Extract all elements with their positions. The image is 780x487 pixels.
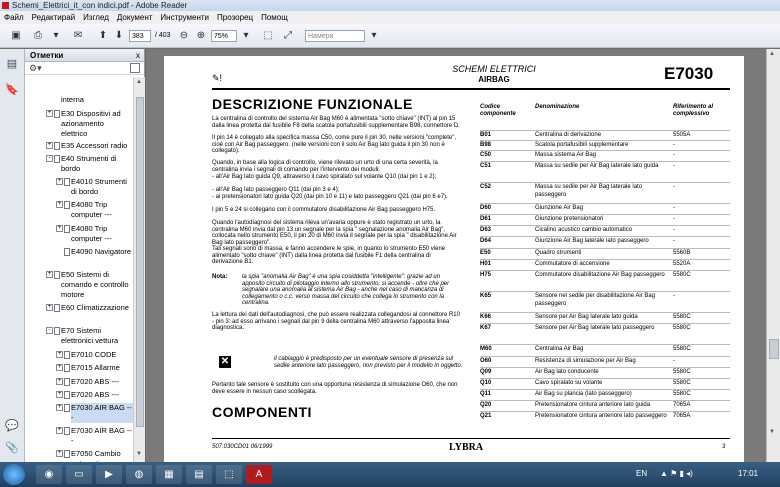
fit-width-icon[interactable]: ⤢ <box>284 30 292 41</box>
paragraph: Quando, in base alla logica di controllo, viene rilevato un urto di una certa severità, la centralina invia i segnali di comando per l'intervento dei moduli: <box>212 160 438 173</box>
bookmarks-header <box>25 49 144 62</box>
menu-help[interactable]: Помощ <box>261 13 288 22</box>
tray-icons[interactable]: ▲ ⚑ ▮ ◂) <box>660 469 693 478</box>
scroll-up-icon[interactable]: ▲ <box>769 51 775 57</box>
app-icon[interactable]: ⬚ <box>216 465 242 484</box>
window-titlebar <box>0 0 780 11</box>
bookmark-item[interactable]: + E50 Sistemi di comando e controllo motore <box>47 270 129 299</box>
page-icon <box>54 110 60 118</box>
zoom-input[interactable] <box>211 30 237 42</box>
page-icon <box>64 178 70 186</box>
menu-bar <box>0 11 780 24</box>
xnote-text: il cablaggio è predisposto per un eventuale sensore di presenza sul sedile anteriore lato passeggero, non previsto per il modello in oggetto. <box>274 356 463 369</box>
paragraph: - all'Air Bag lato passeggero Q11 (dai pin 3 e 4); <box>212 187 340 193</box>
page-icon <box>64 391 70 399</box>
table-row: Q20 Pretensionatore cintura anteriore lato guida 7065A <box>480 400 730 410</box>
menu-view[interactable]: Изглед <box>83 13 109 22</box>
bookmark-item[interactable]: + E7020 ABS --- <box>57 390 119 399</box>
expand-icon[interactable]: + <box>57 404 62 410</box>
bookmark-item[interactable]: E4090 Navigatore <box>71 247 133 257</box>
firefox-icon[interactable]: ◍ <box>126 465 152 484</box>
table-row: Q10 Cavo spiralato su volante 5580C <box>480 378 730 388</box>
paragraph: Quando l'autodiagnosi del sistema rileva un'avaria oppure è stato registrato un urto, la centralina M60 invia dal pin 13 un segnale per la spia " segnalazione anomalia Air Bag", collocata nello strumento E50, il pin 20 di M60 invia il segnale per la spia " disabilitazione Air Bag lato passeggero". <box>212 220 457 246</box>
scroll-up-icon[interactable]: ▲ <box>136 79 142 85</box>
bookmark-tree <box>25 77 135 462</box>
print-icon[interactable]: ⎙ <box>34 30 42 41</box>
column-header-ref: Riferimento al complessivo <box>673 104 714 117</box>
comments-icon[interactable]: 💬 <box>5 420 19 432</box>
bookmark-item[interactable]: + E35 Accessori radio <box>47 141 128 150</box>
paragraph: - ai pretensionatori lato guida Q20 (dai pin 10 e 11) e lato passeggero Q21 (dai pin 6 e7). <box>212 194 448 200</box>
menu-document[interactable]: Документ <box>116 13 153 22</box>
expand-icon[interactable]: + <box>57 225 62 231</box>
page-icon <box>64 364 70 372</box>
expand-icon[interactable]: + <box>57 427 62 433</box>
paragraph: Il pin 14 è collegato alla specifica massa C50, come pure il pin 30, nelle versioni "complete", cioè con Air Bag passeggero. (nelle versioni con il solo Air Bag lato guida il pin 30 non è collegato). <box>212 135 457 154</box>
table-row: D60 Giunzione Air Bag - <box>480 203 730 213</box>
page-icon <box>64 427 70 435</box>
header-title: SCHEMI ELETTRICI <box>452 64 536 74</box>
adobe-reader-icon <box>2 2 9 9</box>
expand-icon[interactable]: + <box>57 178 62 184</box>
warning-pencil-icon: ✎! <box>212 73 223 83</box>
pages-icon[interactable]: ▤ <box>6 58 18 70</box>
footer-code: 507.030CD01 06/1999 <box>212 444 273 450</box>
fit-page-icon[interactable]: ⬚ <box>263 30 273 41</box>
find-dropdown-icon[interactable]: ▾ <box>371 30 377 41</box>
close-panel-button[interactable]: x <box>136 51 140 60</box>
bookmark-item[interactable]: - E40 Strumenti di bordo <box>61 154 131 174</box>
header-rule <box>212 88 730 90</box>
menu-tools[interactable]: Инструменти <box>160 13 210 22</box>
navigation-strip <box>0 49 25 462</box>
table-row: O60 Resistenza di simulazione per Air Bag - <box>480 356 730 366</box>
bookmark-item[interactable]: - E70 Sistemi elettronici vettura <box>61 326 131 346</box>
paragraph: I pin 5 e 24 si collegano con il commutatore disabilitazione Air Bag passeggero H75. <box>212 207 436 213</box>
expand-icon[interactable]: + <box>47 271 52 277</box>
collapse-icon[interactable]: - <box>46 327 53 334</box>
page-icon <box>64 404 70 412</box>
expand-icon[interactable]: + <box>47 304 52 310</box>
bookmark-item[interactable]: + E4080 Trip computer --- <box>57 224 112 243</box>
table-row: C52 Massa su sedile per Air Bag laterale lato passeggero - <box>480 182 730 201</box>
bookmarks-icon[interactable]: 🔖 <box>5 84 19 96</box>
zoom-dropdown-icon[interactable]: ▾ <box>243 30 249 41</box>
table-row: Q11 Air Bag su plancia (lato passeggero) 5580C <box>480 389 730 399</box>
bookmark-item[interactable]: + E4010 Strumenti di bordo <box>57 177 127 196</box>
zoom-in-icon[interactable]: ⊕ <box>196 30 206 41</box>
menu-file[interactable]: Файл <box>4 13 24 22</box>
attachments-icon[interactable]: 📎 <box>5 442 19 454</box>
page-icon <box>54 327 60 335</box>
page-icon <box>64 225 70 233</box>
table-row: K66 Sensore per Air Bag laterale lato guida 5580C <box>480 312 730 322</box>
menu-window[interactable]: Прозорец <box>217 13 254 22</box>
expand-icon[interactable]: + <box>57 450 62 456</box>
browser-icon[interactable]: ◉ <box>36 465 62 484</box>
bookmark-item[interactable]: + E60 Climatizzazione <box>47 303 129 312</box>
bookmark-item[interactable]: + E7030 AIR BAG --- <box>57 426 132 445</box>
options-gear-icon[interactable]: ⚙▾ <box>29 63 42 73</box>
expand-icon[interactable]: + <box>57 364 62 370</box>
column-header-code: Codice componente <box>480 104 516 117</box>
scroll-down-icon[interactable]: ▼ <box>769 429 775 435</box>
header-subtitle: AIRBAG <box>478 75 510 84</box>
cross-box-icon: ✕ <box>220 356 230 367</box>
page-total: / 403 <box>155 32 171 39</box>
collapse-icon[interactable]: - <box>46 155 53 162</box>
page-icon <box>54 142 60 150</box>
expand-icon[interactable]: + <box>47 142 52 148</box>
bookmark-item[interactable]: + E30 Dispositivi ad azionamento elettrico <box>47 109 121 138</box>
expand-icon[interactable]: + <box>57 201 62 207</box>
table-row: D61 Giunzione pretensionatori - <box>480 214 730 224</box>
bookmark-item-selected[interactable]: + E7030 AIR BAG --- <box>57 403 132 422</box>
paragraph: Pertanto tale sensore è sostituito con una opportuna resistenza di simulazione O60, che non deve essere in nessun caso scollegata. <box>212 382 458 395</box>
bookmark-item[interactable]: + E4080 Trip computer --- <box>57 200 112 219</box>
next-page-button[interactable]: ⬇ <box>114 30 124 41</box>
page-icon <box>64 378 70 386</box>
previous-page-button[interactable]: ⬆ <box>98 30 108 41</box>
table-row: H01 Commutatore di accensione 5520A <box>480 259 730 269</box>
scroll-thumb[interactable] <box>769 339 779 359</box>
bookmarks-scrollbar[interactable] <box>133 77 145 462</box>
zoom-out-icon[interactable]: ⊖ <box>179 30 189 41</box>
table-row: E50 Quadro strumenti 5560B <box>480 248 730 258</box>
bookmark-item[interactable]: interna <box>61 95 84 104</box>
window-title: Schemi_Elettrici_it_con indici.pdf - Adobe Reader <box>12 1 188 10</box>
explorer-icon[interactable]: ▭ <box>66 465 92 484</box>
table-row: K67 Sensore per Air Bag laterale lato passeggero 5580C <box>480 323 730 342</box>
paragraph: La lettura dei dati dell'autodiagnosi, che può essere realizzata collegandosi al connettore R10 - pin 3: ad esso arrivano i segnali dal pin 9 della centralina M60 attraverso l'apposita linea diagnostica. <box>212 312 460 331</box>
bookmarks-title: Отметки <box>30 51 64 60</box>
find-input[interactable] <box>305 30 365 42</box>
bookmark-item[interactable]: + E7020 ABS --- <box>57 377 119 386</box>
print-dropdown-icon[interactable]: ▾ <box>53 30 59 41</box>
note-text: la spia "anomalia Air Bag" è una spia cosiddetta "intelligente": grazie ad un apposito circuito di pilotaggio interno allo strumento, si accende - oltre che per segnalare una anomalia al sistema Air Bag - anche nel caso di mancanza di collegamento o c.c. verso massa del circuito che collega lo strumento con la centralina. <box>242 274 450 306</box>
table-row: B01 Centralina di derivazione 5505A <box>480 130 730 140</box>
paragraph: - all'Air Bag lato guida Q9, attraverso il cavo spiralato sul volante Q10 (dai pin 1 e 2); <box>212 174 437 180</box>
page-icon <box>54 271 60 279</box>
adobe-reader-icon[interactable]: A <box>246 465 272 484</box>
language-indicator[interactable]: EN <box>636 469 648 478</box>
table-row: H75 Commutatore disabilitazione Air Bag passeggero 5580C <box>480 270 730 289</box>
page-icon <box>64 351 70 359</box>
scroll-thumb[interactable] <box>136 97 144 427</box>
table-row: C50 Massa sistema Air Bag - <box>480 150 730 160</box>
table-row: M60 Centralina Air Bag 5580C <box>480 344 730 354</box>
bookmark-item[interactable]: + E7050 Cambio <box>57 449 121 458</box>
page-icon <box>64 248 70 256</box>
mail-icon[interactable]: ✉ <box>73 30 83 41</box>
table-row: K65 Sensore nel sedile per disabilitazione Air Bag passeggero - <box>480 291 730 310</box>
scroll-down-icon[interactable]: ▼ <box>136 451 142 457</box>
footer-brand: LYBRA <box>449 442 484 453</box>
expand-icon[interactable]: + <box>47 110 52 116</box>
clock[interactable]: 17:01 <box>738 469 759 478</box>
pdf-page <box>164 56 744 466</box>
footer-page-number: 3 <box>722 444 726 450</box>
note-label: Nota: <box>212 274 228 280</box>
table-row: D63 Cicalino acustico cambio automatico - <box>480 225 730 235</box>
section-title-description: DESCRIZIONE FUNZIONALE <box>212 96 413 112</box>
page-number-input[interactable] <box>129 30 151 42</box>
bookmarks-toolbar <box>25 62 144 75</box>
column-header-name: Denominazione <box>535 104 580 110</box>
table-row: Q21 Pretensionatore cintura anteriore lato passeggero 7065A <box>480 411 730 430</box>
document-viewport <box>146 49 766 462</box>
document-scrollbar[interactable] <box>766 49 780 462</box>
footer-rule <box>212 438 730 439</box>
paragraph: La centralina di controllo del sistema Air Bag M60 è alimentata "sotto chiave" (INT) al pin 15 dalla linea protetta dal fusibile F8 della scatola portafusibili supplementare B98, connettore D. <box>212 116 460 129</box>
app-icon[interactable]: ▦ <box>156 465 182 484</box>
bookmark-item[interactable]: + E7015 Allarme <box>57 363 120 372</box>
page-icon <box>64 201 70 209</box>
table-row: D64 Giunzione Air Bag laterale lato passeggero - <box>480 236 730 246</box>
bookmarks-panel <box>25 49 145 462</box>
table-row: B98 Scatola portafusibili supplementare - <box>480 140 730 150</box>
expand-bookmark-icon[interactable] <box>130 63 140 73</box>
app-icon[interactable]: ▤ <box>186 465 212 484</box>
menu-edit[interactable]: Редактирай <box>31 13 76 22</box>
taskbar <box>0 462 780 487</box>
start-button[interactable] <box>3 464 25 485</box>
bookmark-item[interactable]: + E7010 CODE <box>57 350 117 359</box>
expand-icon[interactable]: + <box>57 378 62 384</box>
table-row: C51 Massa su sedile per Air Bag laterale lato guida - <box>480 161 730 180</box>
expand-icon[interactable]: + <box>57 391 62 397</box>
paragraph: Tali segnali sono di massa, e fanno accendere le spie, in quanto lo strumento E50 viene alimentato "sotto chiave" (INT) dalla linea protetta dal fusibile F1 della centralina di derivazione B1. <box>212 246 446 265</box>
page-icon <box>54 304 60 312</box>
media-icon[interactable]: ▶ <box>96 465 122 484</box>
page-icon <box>54 155 60 163</box>
save-icon[interactable]: ▣ <box>11 30 21 41</box>
page-icon <box>64 450 70 458</box>
table-row: Q09 Air Bag lato conducente 5580C <box>480 367 730 377</box>
main-toolbar <box>0 24 780 48</box>
header-code: E7030 <box>664 64 714 83</box>
section-title-components: COMPONENTI <box>212 404 312 420</box>
expand-icon[interactable]: + <box>57 351 62 357</box>
